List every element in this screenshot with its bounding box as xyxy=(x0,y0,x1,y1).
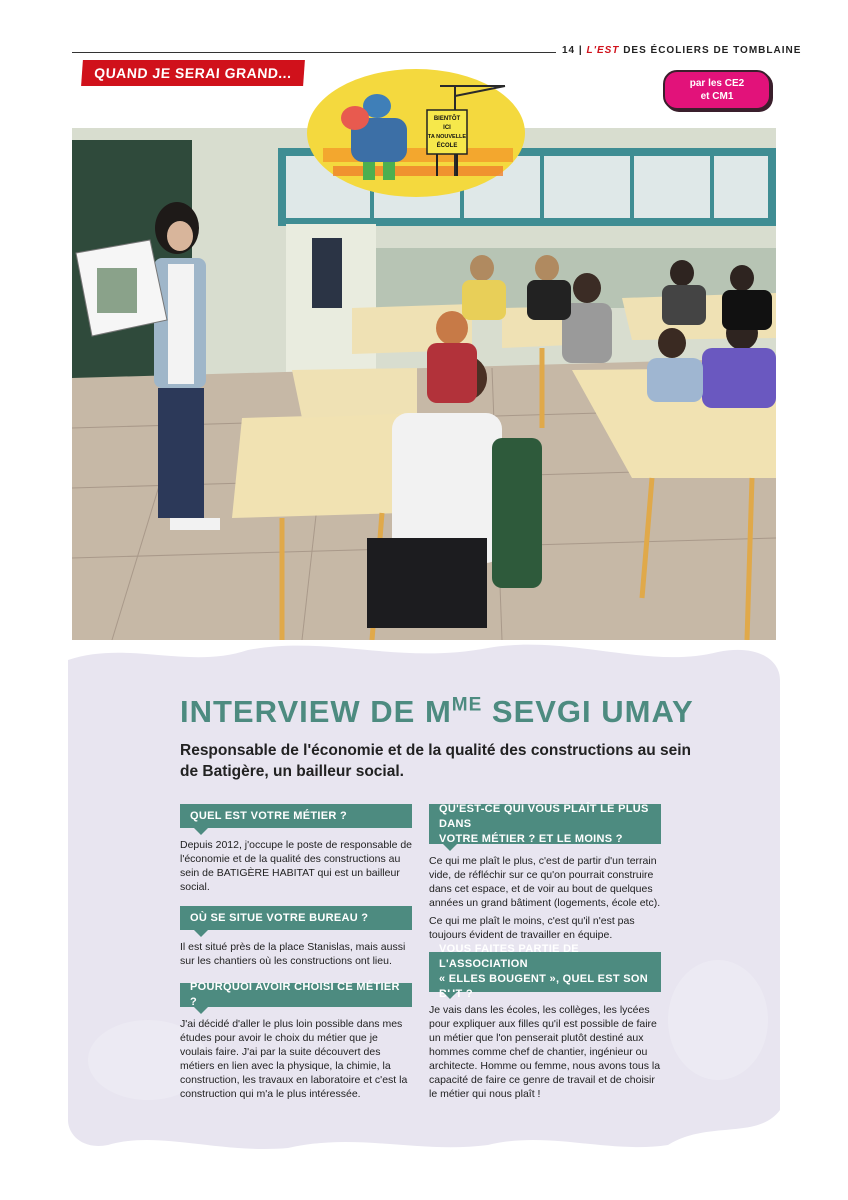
question-4-line2: VOTRE MÉTIER ? ET LE MOINS ? xyxy=(439,832,623,845)
question-2: OÙ SE SITUE VOTRE BUREAU ? xyxy=(190,911,369,924)
question-box-4 xyxy=(429,804,661,844)
answer-3 xyxy=(180,1017,412,1105)
school-logo-illustration xyxy=(305,66,527,200)
header-rule xyxy=(72,52,556,53)
question-5-line2: « ELLES BOUGENT », QUEL EST SON BUT ? xyxy=(439,973,648,1000)
answer-1-text: Depuis 2012, j'occupe le poste de responsable de l'économie et de la qualité des constructions au sein de BATIGÈRE HABITAT qui est un bailleur social. xyxy=(180,839,412,893)
page-number: 14 xyxy=(562,45,576,56)
question-box-1 xyxy=(180,804,412,828)
answer-5-text: Je vais dans les écoles, les collèges, les lycées pour expliquer aux filles qu'il est possible de faire un métier que l'on penserait plutôt destiné aux hommes comme chef de chantier, ingénieur ou architecte. Homme ou femme, nous avons tous la capacité de faire ce genre de travail et de choisir le métier qui nous plaît ! xyxy=(429,1004,661,1100)
logo-sign-line4: ÉCOLE xyxy=(436,143,458,149)
title-text-a: INTERVIEW DE M xyxy=(180,694,452,729)
answer-4 xyxy=(429,854,661,946)
grade-badge-line1: par les CE2 xyxy=(689,78,745,89)
interview-subtitle: Responsable de l'économie et de la qualité des constructions au sein de Batigère, un bailleur social. xyxy=(180,742,692,780)
logo-sign-line2: ICI xyxy=(443,125,451,131)
question-box-5 xyxy=(429,943,661,1000)
answer-1 xyxy=(180,838,412,898)
edition-name: DES ÉCOLIERS DE TOMBLAINE xyxy=(623,45,802,56)
grade-badge xyxy=(663,70,771,110)
question-3: POURQUOI AVOIR CHOISI CE MÉTIER ? xyxy=(190,981,400,1008)
grade-badge-line2: et CM1 xyxy=(700,91,734,102)
question-box-3 xyxy=(180,983,412,1007)
answer-2-text: Il est situé près de la place Stanislas, mais aussi sur les chantiers où les constructions ont lieu. xyxy=(180,941,406,967)
answer-3-text: J'ai décidé d'aller le plus loin possible dans mes études pour avoir le choix du métier que je voulais faire. J'ai par la suite découvert des métiers en lien avec la physique, la chimie, la construction, les travaux en laboratoire et c'est la construction qui m'a le plus intéressée. xyxy=(180,1018,408,1100)
question-box-2 xyxy=(180,906,412,930)
answer-4-text-a: Ce qui me plaît le plus, c'est de partir d'un terrain vide, de réfléchir sur ce qu'on pourrait construire dans cet espace, et de voir au bout de quelques années un grand bâtiment (logements, école etc). xyxy=(429,855,661,909)
title-text-sup: ME xyxy=(451,694,483,716)
section-tag: QUAND JE SERAI GRAND... xyxy=(81,60,305,86)
question-4-line1: QU'EST-CE QUI VOUS PLAÎT LE PLUS DANS xyxy=(439,802,649,830)
running-header: 14 | L'EST DES ÉCOLIERS DE TOMBLAINE xyxy=(562,45,802,56)
answer-4-text-b: Ce qui me plaît le moins, c'est qu'il n'est pas toujours évident de travailler en équipe. xyxy=(429,915,635,941)
question-5-line1: VOUS FAITES PARTIE DE L'ASSOCIATION xyxy=(439,943,579,970)
logo-sign-line3: TA NOUVELLE xyxy=(427,134,467,140)
answer-2 xyxy=(180,940,412,972)
brand-name: L'EST xyxy=(586,45,620,56)
title-text-b: SEVGI UMAY xyxy=(482,694,694,729)
logo-sign-line1: BIENTÔT xyxy=(433,116,461,122)
interview-title xyxy=(180,694,694,730)
question-1: QUEL EST VOTRE MÉTIER ? xyxy=(190,809,348,822)
classroom-photo xyxy=(72,128,776,640)
answer-5 xyxy=(429,1003,661,1105)
